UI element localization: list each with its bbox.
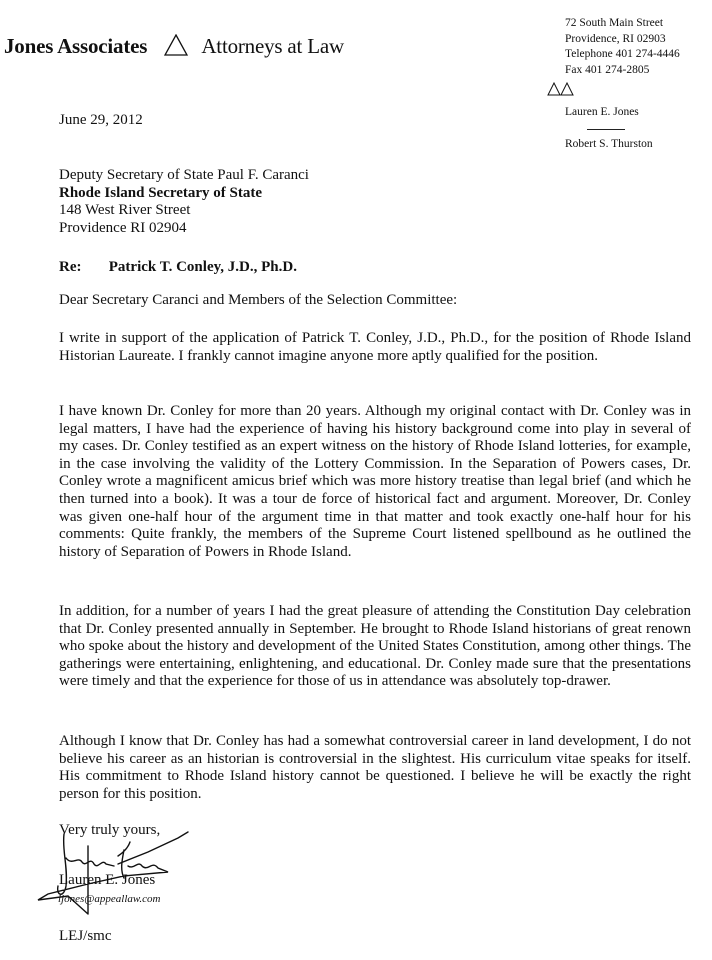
body-paragraph: In addition, for a number of years I had the great pleasure of attending the Constitution Day celebration that Dr. Conley presented annually in September. He brought to Rhode Island historians of great renown who spoke about the history and development of the United States Constitution, among other things. The gatherings were entertaining, enlightening, and educational. Dr. Conley made sure that the presentations were timely and that the experience for those of us in attendance was absolutely top-drawer. (59, 603, 691, 690)
firm-tagline: Attorneys at Law (201, 34, 344, 58)
address-line: Fax 401 274-2805 (565, 63, 650, 76)
signatory-name: Lauren E. Jones (59, 872, 156, 888)
triangle-icon (164, 34, 188, 62)
re-subject: Patrick T. Conley, J.D., Ph.D. (108, 259, 297, 275)
recipient-address (59, 167, 309, 237)
recipient-city: Providence RI 02904 (59, 219, 187, 236)
partners-list (565, 106, 653, 150)
firm-name: Jones Associates (4, 34, 148, 58)
body-paragraph: I write in support of the application of Patrick T. Conley, J.D., Ph.D., for the position of Rhode Island Historian Laureate. I frankly cannot imagine anyone more aptly qualified for the position. (59, 330, 691, 364)
double-triangle-icon (547, 82, 575, 101)
typist-initials: LEJ/smc (59, 928, 112, 944)
body-paragraph: I have known Dr. Conley for more than 20 years. Although my original contact with Dr. Conley was in legal matters, I have had the experience of having his history background come into play in several of my cases. Dr. Conley testified as an expert witness on the history of Rhode Island lotteries, for example, in the case involving the validity of the Lottery Commission. In the Separation of Powers cases, Dr. Conley wrote a magnificent amicus brief which was more history treatise than legal brief (and which he then turned into a book). It was a tour de force of historical fact and argument. Moreover, Dr. Conley was given one-half hour of the argument time in that matter and took exactly one-half hour for his comments: Quite frankly, the members of the Supreme Court listened spellbound as he outlined the history of Separation of Powers in Rhode Island. (59, 403, 691, 560)
letter-date: June 29, 2012 (59, 112, 143, 128)
salutation: Dear Secretary Caranci and Members of the Selection Committee: (59, 292, 458, 308)
signatory-email: ljones@appeallaw.com (58, 893, 161, 905)
recipient-street: 148 West River Street (59, 202, 191, 218)
firm-address (565, 16, 680, 78)
address-line: Providence, RI 02903 (565, 32, 666, 45)
re-label: Re: (59, 259, 82, 275)
subject-line (59, 259, 297, 276)
divider (587, 129, 625, 130)
closing: Very truly yours, (59, 822, 161, 838)
letterhead-firm (4, 34, 344, 62)
partner-name: Robert S. Thurston (565, 138, 653, 150)
recipient-name: Deputy Secretary of State Paul F. Caranci (59, 167, 309, 183)
partner-name: Lauren E. Jones (565, 106, 639, 118)
body-paragraph: Although I know that Dr. Conley has had a somewhat controversial career in land development, I do not believe his career as an historian is controversial in the slightest. His curriculum vitae speaks for itself. His commitment to Rhode Island history cannot be questioned. I believe he will be exactly the right person for this position. (59, 733, 691, 802)
recipient-office: Rhode Island Secretary of State (59, 184, 263, 201)
address-line: 72 South Main Street (565, 17, 664, 29)
address-line: Telephone 401 274-4446 (565, 48, 680, 60)
